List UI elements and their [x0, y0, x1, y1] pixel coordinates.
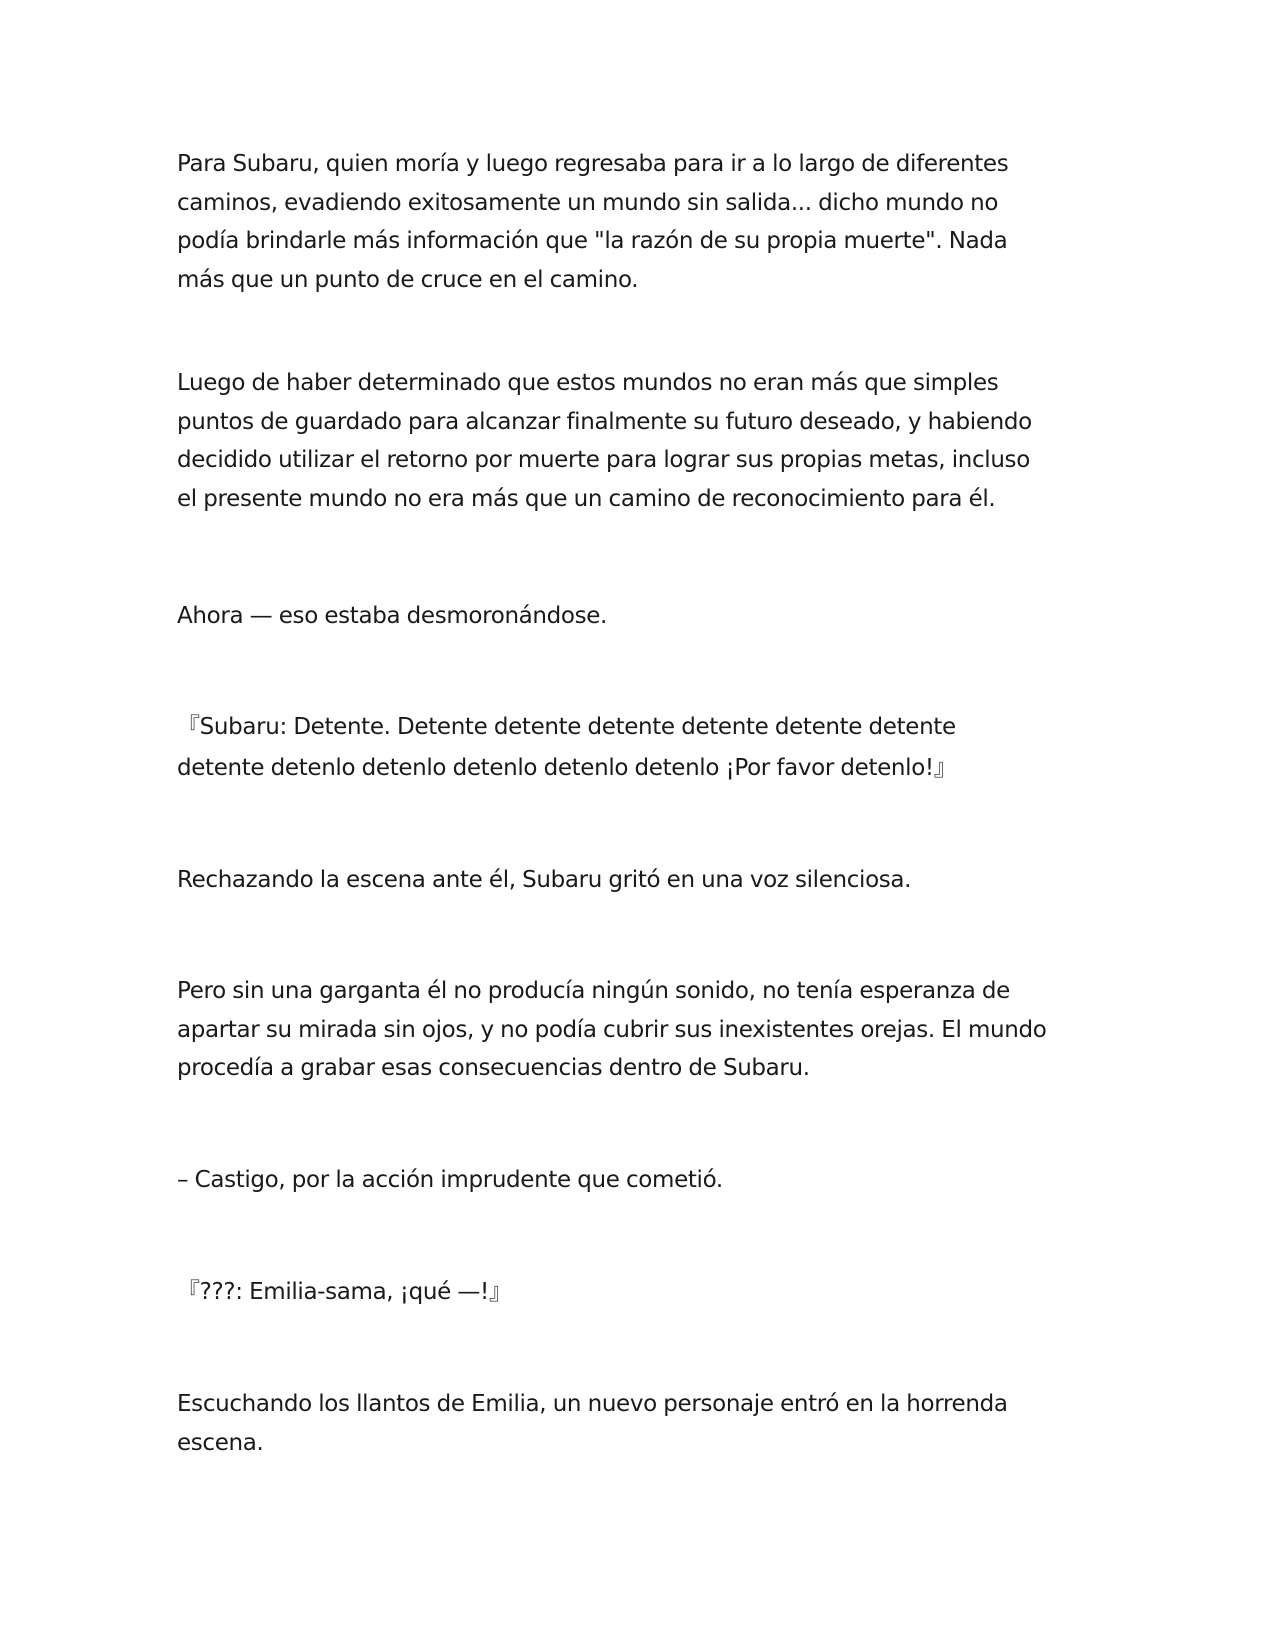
- dialogue-subaru: [177, 707, 1117, 789]
- paragraph-6: [177, 972, 1117, 1088]
- dialogue-unknown: [177, 1273, 1117, 1312]
- dialogue-line: 『???: Emilia-sama, ¡qué —!』: [177, 1279, 512, 1305]
- paragraph-3: [177, 597, 1117, 636]
- paragraph-line: Rechazando la escena ante él, Subaru gritó en una voz silenciosa.: [177, 867, 912, 893]
- paragraph-line: Ahora — eso estaba desmoronándose.: [177, 603, 608, 629]
- paragraph-1: [177, 145, 1117, 299]
- paragraph-line: Luego de haber determinado que estos mundos no eran más que simples: [177, 370, 999, 396]
- dialogue-line: detente detenlo detenlo detenlo detenlo detenlo ¡Por favor detenlo!』: [177, 755, 957, 781]
- paragraph-line: podía brindarle más información que "la razón de su propia muerte". Nada: [177, 228, 1008, 254]
- paragraph-line: decidido utilizar el retorno por muerte para lograr sus propias metas, incluso: [177, 447, 1030, 473]
- paragraph-line: el presente mundo no era más que un camino de reconocimiento para él.: [177, 485, 996, 512]
- paragraph-line: Pero sin una garganta él no producía ningún sonido, no tenía esperanza de: [177, 978, 1010, 1004]
- paragraph-line: más que un punto de cruce en el camino.: [177, 266, 639, 293]
- paragraph-line: apartar su mirada sin ojos, y no podía cubrir sus inexistentes orejas. El mundo: [177, 1016, 1047, 1043]
- paragraph-line: Escuchando los llantos de Emilia, un nuevo personaje entró en la horrenda: [177, 1391, 1008, 1417]
- paragraph-line: procedía a grabar esas consecuencias dentro de Subaru.: [177, 1055, 810, 1081]
- dialogue-line: 『Subaru: Detente. Detente detente detente detente detente detente: [177, 714, 956, 740]
- paragraph-line: Para Subaru, quien moría y luego regresaba para ir a lo largo de diferentes: [177, 151, 1009, 177]
- paragraph-9: [177, 1385, 1117, 1462]
- paragraph-7: [177, 1161, 1117, 1200]
- paragraph-line: caminos, evadiendo exitosamente un mundo sin salida... dicho mundo no: [177, 189, 999, 216]
- paragraph-2: [177, 364, 1117, 518]
- paragraph-line: puntos de guardado para alcanzar finalmente su futuro deseado, y habiendo: [177, 408, 1032, 435]
- paragraph-line: escena.: [177, 1429, 264, 1456]
- paragraph-line: – Castigo, por la acción imprudente que cometió.: [177, 1167, 723, 1193]
- paragraph-5: [177, 861, 1117, 900]
